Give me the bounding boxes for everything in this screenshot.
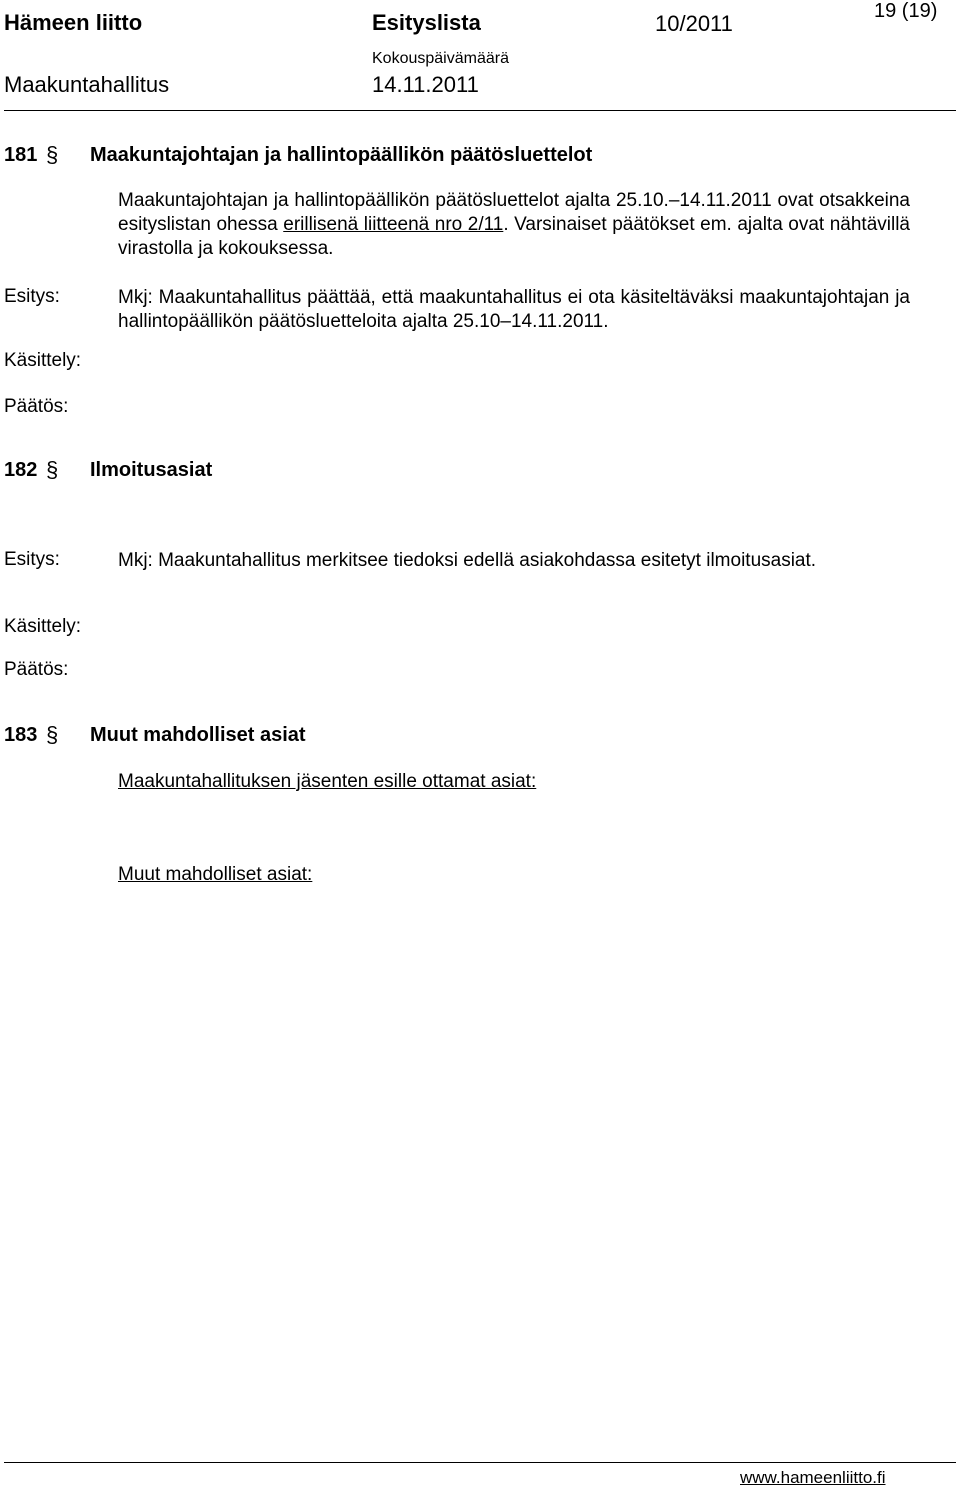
section-181-intro [118,189,910,261]
footer-website-link[interactable]: www.hameenliitto.fi [740,1468,886,1487]
section-182-kasittely-label: Käsittely: [4,616,82,637]
section-181-intro-b: . Varsinaiset päätökset em. ajalta ovat nähtävillä virastolla ja kokouksessa. [118,214,911,259]
section-181-esitys-label: Esitys: [4,286,60,307]
header-page: 19 (19) [874,0,938,22]
footer-rule [4,1462,956,1463]
header-doc-type: Esityslista [372,10,481,35]
section-182-esitys-label: Esitys: [4,549,60,570]
section-181-title: Maakuntajohtajan ja hallintopäällikön päätösluettelot [90,144,593,166]
header-body: Maakuntahallitus [4,72,170,97]
section-183-sign: § [46,722,59,747]
section-182-title: Ilmoitusasiat [90,459,213,481]
section-183-number: 183 [4,724,38,746]
section-183-other-heading: Muut mahdolliset asiat: [118,864,313,885]
header-rule [4,110,956,111]
header-date: 14.11.2011 [372,72,479,97]
header-number: 10/2011 [655,11,733,36]
section-182-sign: § [46,457,59,482]
section-181-number: 181 [4,144,38,166]
attachment-link[interactable]: erillisenä liitteenä nro 2/11 [283,214,504,235]
section-183-title: Muut mahdolliset asiat [90,724,306,746]
section-181-sign: § [46,142,59,167]
section-183-members-heading: Maakuntahallituksen jäsenten esille ottamat asiat: [118,771,537,792]
section-182-esitys-text: Mkj: Maakuntahallitus merkitsee tiedoksi edellä asiakohdassa esitetyt ilmoitusasiat. [118,550,817,571]
section-181-intro-a: Maakuntajohtajan ja hallintopäällikön päätösluettelot ajalta 25.10.–14.11.2011 ovat otsakkeina esityslistan ohessa [118,190,910,235]
section-182-paatos-label: Päätös: [4,659,69,680]
header-org: Hämeen liitto [4,10,143,35]
section-181-paatos-label: Päätös: [4,396,69,417]
section-181-kasittely-label: Käsittely: [4,350,82,371]
section-182-number: 182 [4,459,38,481]
header-date-label: Kokouspäivämäärä [372,50,509,67]
section-181-esitys-text: Mkj: Maakuntahallitus päättää, että maakuntahallitus ei ota käsiteltäväksi maakuntajohtajan ja hallintopäällikön päätösluetteloita ajalta 25.10–14.11.2011. [118,287,910,332]
